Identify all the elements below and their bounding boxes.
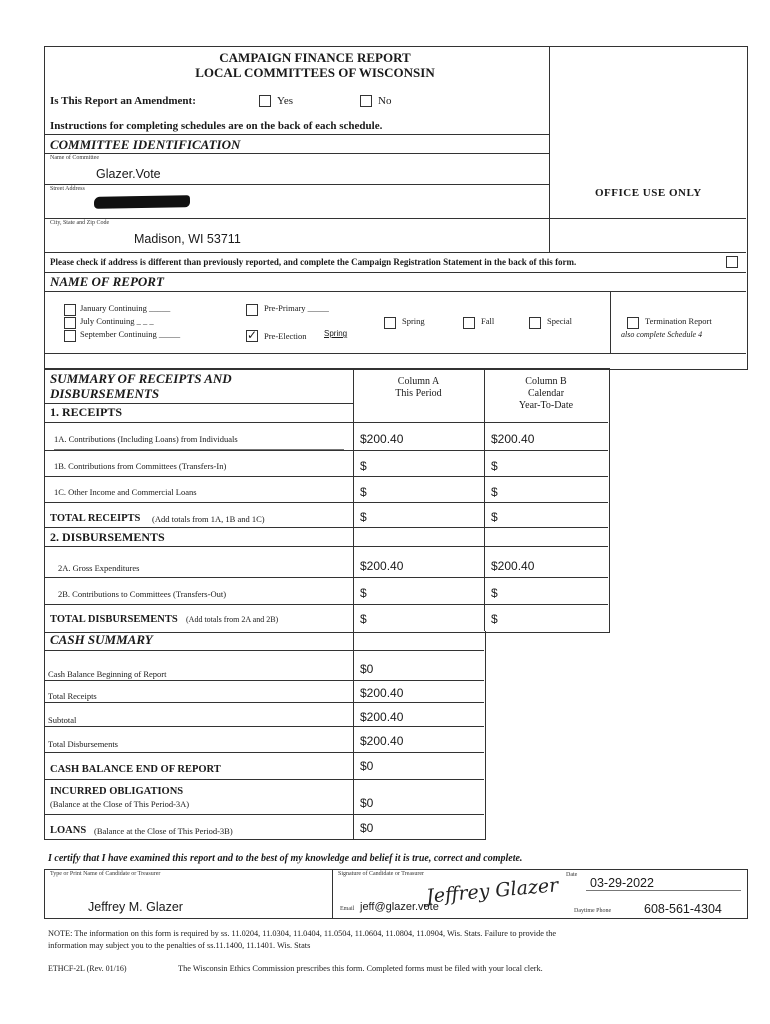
amendment-no-checkbox[interactable]: [360, 95, 372, 107]
city-state-zip-label: City, State and Zip Code: [50, 220, 110, 226]
spring-label: Spring: [402, 316, 425, 326]
special-label: Special: [547, 316, 573, 326]
row-1a-column-a[interactable]: $200.40: [360, 432, 404, 446]
july-label: July Continuing _ _ _: [80, 316, 154, 326]
column-a-header-2: This Period: [395, 388, 442, 399]
row-1b-label: 1B. Contributions from Committees (Transfers-In): [54, 461, 227, 471]
column-b-header-2: Calendar: [527, 388, 565, 399]
fall-checkbox[interactable]: [463, 317, 475, 329]
daytime-phone-label: Daytime Phone: [574, 908, 612, 914]
total-receipts-cash-label: Total Receipts: [48, 691, 97, 701]
office-use-label: OFFICE USE ONLY: [595, 187, 702, 199]
row-2b-column-a[interactable]: $: [360, 586, 367, 600]
incurred-obligations-value[interactable]: $0: [360, 796, 374, 810]
date-value[interactable]: 03-29-2022: [590, 876, 654, 890]
loans-note: (Balance at the Close of This Period-3B): [94, 826, 233, 836]
signature[interactable]: Jeffrey Glazer: [425, 874, 560, 908]
footer-note-line2: information may subject you to the penalties of ss.11.1400, 11.1401. Wis. Stats: [48, 941, 311, 950]
instructions-text: Instructions for completing schedules are on the back of each schedule.: [50, 120, 383, 132]
loans-value[interactable]: $0: [360, 821, 374, 835]
row-1a-column-b[interactable]: $200.40: [491, 432, 535, 446]
january-label: January Continuing _____: [80, 303, 171, 313]
termination-checkbox[interactable]: [627, 317, 639, 329]
pre-election-label: Pre-Election: [264, 331, 307, 341]
subtotal-label: Subtotal: [48, 715, 77, 725]
report-section-title: NAME OF REPORT: [50, 274, 164, 289]
row-1c-column-a[interactable]: $: [360, 485, 367, 499]
signature-label: Signature of Candidate or Treasurer: [338, 871, 424, 877]
amendment-question: Is This Report an Amendment:: [50, 95, 196, 107]
fall-label: Fall: [481, 316, 495, 326]
total-disbursements-cash-value[interactable]: $200.40: [360, 734, 404, 748]
subtotal-value[interactable]: $200.40: [360, 710, 404, 724]
row-1c-column-b[interactable]: $: [491, 485, 498, 499]
address-change-checkbox[interactable]: [726, 256, 738, 268]
form-title-line1: CAMPAIGN FINANCE REPORT: [219, 50, 411, 65]
cash-begin-value[interactable]: $0: [360, 662, 374, 676]
checkmark-icon: ✓: [247, 328, 258, 342]
total-disbursements-cash-label: Total Disbursements: [48, 739, 118, 749]
row-1c-label: 1C. Other Income and Commercial Loans: [54, 487, 197, 497]
total-receipts-cash-value[interactable]: $200.40: [360, 686, 404, 700]
amendment-yes-label: Yes: [277, 95, 294, 107]
date-label: Date: [566, 872, 578, 878]
address-change-notice: Please check if address is different than previously reported, and complete the Campaign Registration Statement in the back of this form.: [50, 257, 577, 267]
pre-primary-checkbox[interactable]: [246, 304, 258, 316]
cash-end-label: CASH BALANCE END OF REPORT: [50, 764, 221, 775]
receipts-section-title: 1. RECEIPTS: [50, 405, 123, 419]
row-1a-label: 1A. Contributions (Including Loans) from Individuals: [54, 434, 238, 444]
daytime-phone-value[interactable]: 608-561-4304: [644, 902, 722, 916]
loans-label: LOANS: [50, 825, 87, 836]
summary-title-line1: SUMMARY OF RECEIPTS AND: [50, 371, 232, 386]
total-receipts-column-b[interactable]: $: [491, 510, 498, 524]
incurred-obligations-note: (Balance at the Close of This Period-3A): [50, 799, 190, 809]
prescribed-note: The Wisconsin Ethics Commission prescribes this form. Completed forms must be filed with your local clerk.: [178, 964, 543, 973]
city-state-zip-value[interactable]: Madison, WI 53711: [134, 232, 241, 246]
amendment-yes-checkbox[interactable]: [259, 95, 271, 107]
redacted-street-address: [94, 195, 190, 209]
row-2a-label: 2A. Gross Expenditures: [58, 563, 140, 573]
printed-name-label: Type or Print Name of Candidate or Treasurer: [50, 871, 161, 877]
january-checkbox[interactable]: [64, 304, 76, 316]
total-disbursements-note: (Add totals from 2A and 2B): [186, 615, 279, 624]
pre-election-value[interactable]: Spring: [324, 329, 348, 338]
row-1b-column-a[interactable]: $: [360, 459, 367, 473]
form-id: ETHCF-2L (Rev. 01/16): [48, 964, 127, 973]
summary-title-line2: DISBURSEMENTS: [50, 386, 160, 401]
special-checkbox[interactable]: [529, 317, 541, 329]
office-divider: [549, 46, 550, 252]
july-checkbox[interactable]: [64, 317, 76, 329]
column-b-header-3: Year-To-Date: [518, 400, 574, 411]
row-2b-label: 2B. Contributions to Committees (Transfers-Out): [58, 589, 227, 599]
row-2b-column-b[interactable]: $: [491, 586, 498, 600]
total-disbursements-column-a[interactable]: $: [360, 612, 367, 626]
cash-begin-label: Cash Balance Beginning of Report: [48, 669, 167, 679]
column-a-header-1: Column A: [397, 376, 440, 387]
spring-checkbox[interactable]: [384, 317, 396, 329]
form-title-line2: LOCAL COMMITTEES OF WISCONSIN: [195, 65, 435, 80]
footer-note-line1: NOTE: The information on this form is required by ss. 11.0204, 11.0304, 11.0404, 11.0504, 11.0604, 11.0804, 11.0904, Wis. Stats. Failure to provide the: [48, 929, 557, 938]
cash-summary-title: CASH SUMMARY: [50, 632, 153, 647]
street-address-label: Street Address: [50, 186, 85, 192]
total-receipts-label: TOTAL RECEIPTS: [50, 513, 141, 524]
total-receipts-column-a[interactable]: $: [360, 510, 367, 524]
amendment-no-label: No: [378, 95, 392, 107]
printed-name-value[interactable]: Jeffrey M. Glazer: [88, 900, 183, 914]
committee-name-label: Name of Committee: [50, 155, 99, 161]
committee-section-title: COMMITTEE IDENTIFICATION: [50, 137, 241, 152]
incurred-obligations-label: INCURRED OBLIGATIONS: [50, 786, 184, 797]
certification-statement: I certify that I have examined this report and to the best of my knowledge and belief it is true, correct and complete.: [48, 853, 523, 864]
row-1b-column-b[interactable]: $: [491, 459, 498, 473]
termination-note: also complete Schedule 4: [621, 330, 703, 339]
pre-primary-label: Pre-Primary _____: [264, 303, 329, 313]
total-receipts-note: (Add totals from 1A, 1B and 1C): [152, 514, 265, 524]
row-2a-column-b[interactable]: $200.40: [491, 559, 535, 573]
committee-name-value[interactable]: Glazer.Vote: [96, 167, 161, 181]
total-disbursements-label: TOTAL DISBURSEMENTS: [50, 614, 178, 625]
total-disbursements-column-b[interactable]: $: [491, 612, 498, 626]
column-b-header-1: Column B: [525, 376, 567, 387]
email-value[interactable]: jeff@glazer.vote: [360, 901, 439, 913]
september-label: September Continuing _____: [80, 329, 181, 339]
disbursements-section-title: 2. DISBURSEMENTS: [50, 530, 165, 544]
september-checkbox[interactable]: [64, 330, 76, 342]
termination-label: Termination Report: [645, 316, 712, 326]
email-label: Email: [340, 906, 355, 912]
row-2a-column-a[interactable]: $200.40: [360, 559, 404, 573]
cash-end-value[interactable]: $0: [360, 759, 374, 773]
